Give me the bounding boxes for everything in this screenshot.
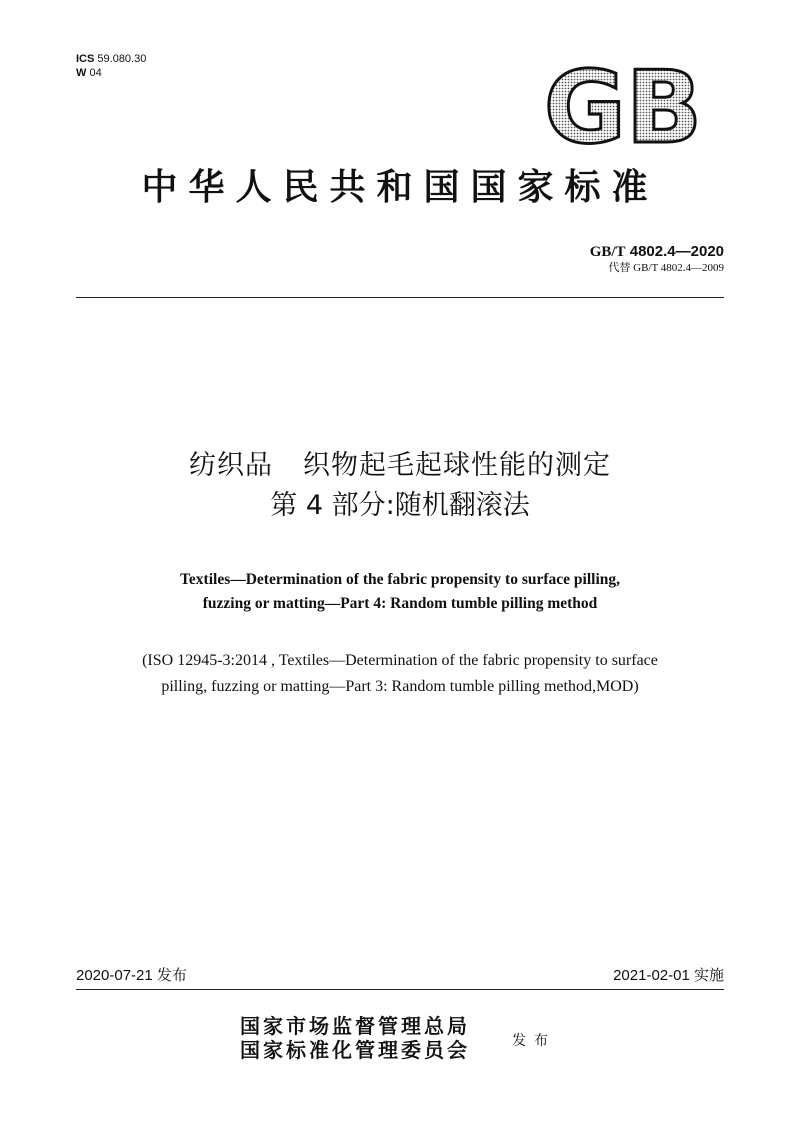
chinese-title-part2: 织物起毛起球性能的测定 [303,450,611,481]
iso-reference-line1: (ISO 12945-3:2014 , Textiles—Determination of the fabric propensity to surface [142,652,658,669]
standard-code: 4802.4—2020 [629,243,724,260]
header-divider [76,297,724,298]
page-title: 中华人民共和国国家标准 [141,166,659,208]
iso-reference [0,648,800,700]
footer-divider [76,989,724,990]
standard-number-block [590,243,724,275]
english-title-line2: fuzzing or matting—Part 4: Random tumble pilling method [202,595,598,612]
ccs-line [76,66,146,80]
ics-label: ICS [76,53,95,65]
issue-date: 2020-07-21 发布 [76,967,187,984]
chinese-title-line2: 第 4 部分:随机翻滚法 [270,490,530,521]
ics-classification [76,52,146,80]
english-title [0,568,800,616]
standard-number [590,243,724,261]
issuer-sac: 国家标准化管理委员会 [240,1038,470,1062]
implementation-date: 2021-02-01 实施 [613,967,724,984]
gb-logo-text: GB [543,60,703,146]
issue-action: 发布 [512,1033,556,1049]
ics-code: 59.080.30 [97,53,147,65]
ccs-code: 04 [89,67,102,79]
gb-emblem-icon [522,60,722,146]
standard-prefix: GB/T [589,244,626,260]
replaces-standard: 代替 GB/T 4802.4—2009 [608,262,724,274]
iso-reference-line2: pilling, fuzzing or matting—Part 3: Random tumble pilling method,MOD) [161,678,639,695]
issuer-samr: 国家市场监督管理总局 [240,1014,470,1038]
ics-line [76,52,146,66]
english-title-line1: Textiles—Determination of the fabric propensity to surface pilling, [180,571,620,588]
ccs-label: W [76,67,87,79]
issuing-authorities [240,1014,470,1062]
chinese-title [0,446,800,526]
chinese-title-part1: 纺织品 [189,450,273,481]
chinese-title-line1 [0,446,800,486]
